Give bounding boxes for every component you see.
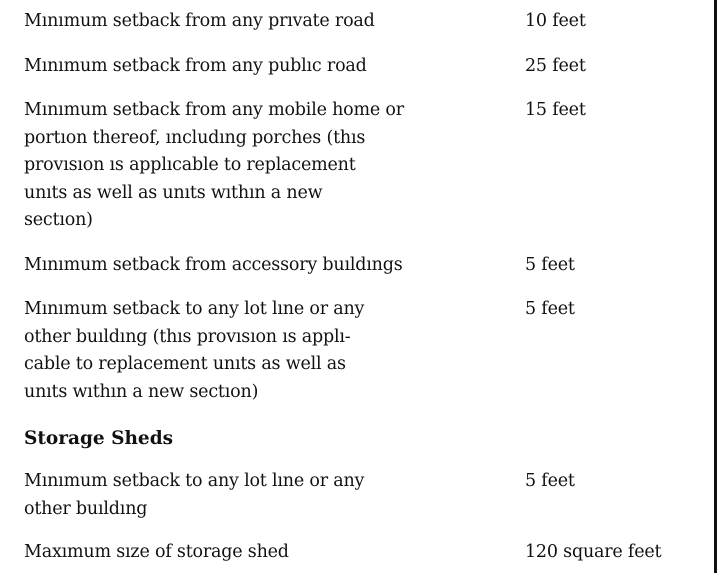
row-value: 10 feet bbox=[525, 11, 586, 31]
row-value: 120 square feet bbox=[525, 542, 662, 562]
row-label: Mınımum setback from accessory buıldıngs bbox=[24, 255, 403, 275]
row-value: 5 feet bbox=[525, 255, 575, 275]
row-value: 5 feet bbox=[525, 471, 575, 491]
row-value: 25 feet bbox=[525, 56, 586, 76]
row-label: Mınımum setback from any mobile home or portıon thereof, ıncludıng porches (thıs provısıon ıs applıcable to replacement unıts as well as unıts wıthın a new sectıon) bbox=[24, 100, 404, 230]
row-label: Mınımum setback to any lot lıne or any other buıldıng (thıs provısıon ıs applı- cable to replacement unıts as well as unıts wıthın a new sectıon) bbox=[24, 299, 365, 402]
row-value: 15 feet bbox=[525, 100, 586, 120]
row-label: Mınımum setback to any lot lıne or any other buıldıng bbox=[24, 471, 365, 519]
row-value: 5 feet bbox=[525, 299, 575, 319]
row-label: Maxımum sıze of storage shed bbox=[24, 542, 289, 562]
row-label: Mınımum setback from any publıc road bbox=[24, 56, 367, 76]
row-label: Mınımum setback from any prıvate road bbox=[24, 11, 375, 31]
section-heading-storage-sheds: Storage Sheds bbox=[24, 428, 174, 449]
